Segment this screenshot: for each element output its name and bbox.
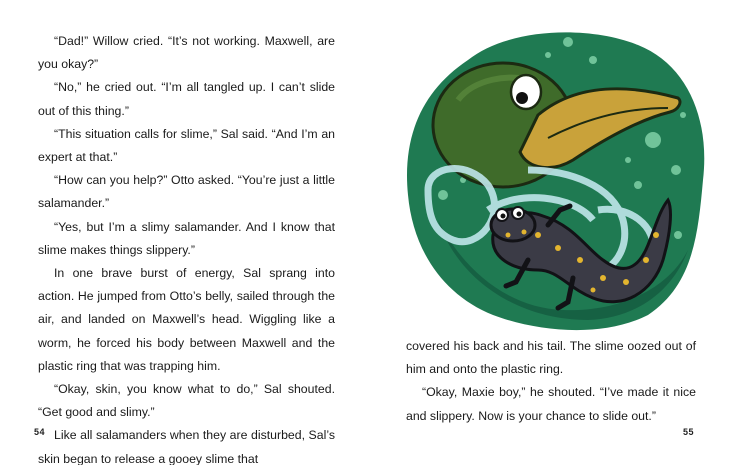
duck-eye bbox=[511, 75, 541, 109]
paragraph: “Okay, Maxie boy,” he shouted. “I’ve made it nice and slippery. Now is your chance to slide out.” bbox=[406, 385, 696, 423]
paragraph: In one brave burst of energy, Sal sprang into action. He jumped from Otto’s belly, sailed through the air, and landed on Maxwell’s head. Wiggling like a worm, he forced his body between Maxwell and the plastic ring that was trapping him. bbox=[38, 266, 335, 373]
page-number-left: 54 bbox=[34, 427, 46, 437]
paragraph: “This situation calls for slime,” Sal said. “And I’m an expert at that.” bbox=[38, 126, 335, 165]
paragraph: “Okay, skin, you know what to do,” Sal shouted. “Get good and slimy.” bbox=[38, 382, 335, 420]
paragraph: covered his back and his tail. The slime oozed out of him and onto the plastic ring. bbox=[406, 339, 696, 377]
paragraph: “How can you help?” Otto asked. “You’re just a little salamander.” bbox=[38, 173, 335, 211]
duck-and-salamander-illustration bbox=[398, 20, 710, 332]
left-page-text bbox=[38, 30, 335, 465]
paragraph: Like all salamanders when they are disturbed, Sal’s skin began to release a gooey slime that bbox=[38, 428, 335, 465]
right-page-text bbox=[406, 335, 696, 428]
paragraph: “Dad!” Willow cried. “It’s not working. Maxwell, are you okay?” bbox=[38, 34, 335, 72]
paragraph: “No,” he cried out. “I’m all tangled up. I can’t slide out of this thing.” bbox=[38, 80, 335, 118]
paragraph: “Yes, but I’m a slimy salamander. And I know that slime makes things slippery.” bbox=[38, 219, 335, 257]
page-number-right: 55 bbox=[683, 427, 695, 437]
